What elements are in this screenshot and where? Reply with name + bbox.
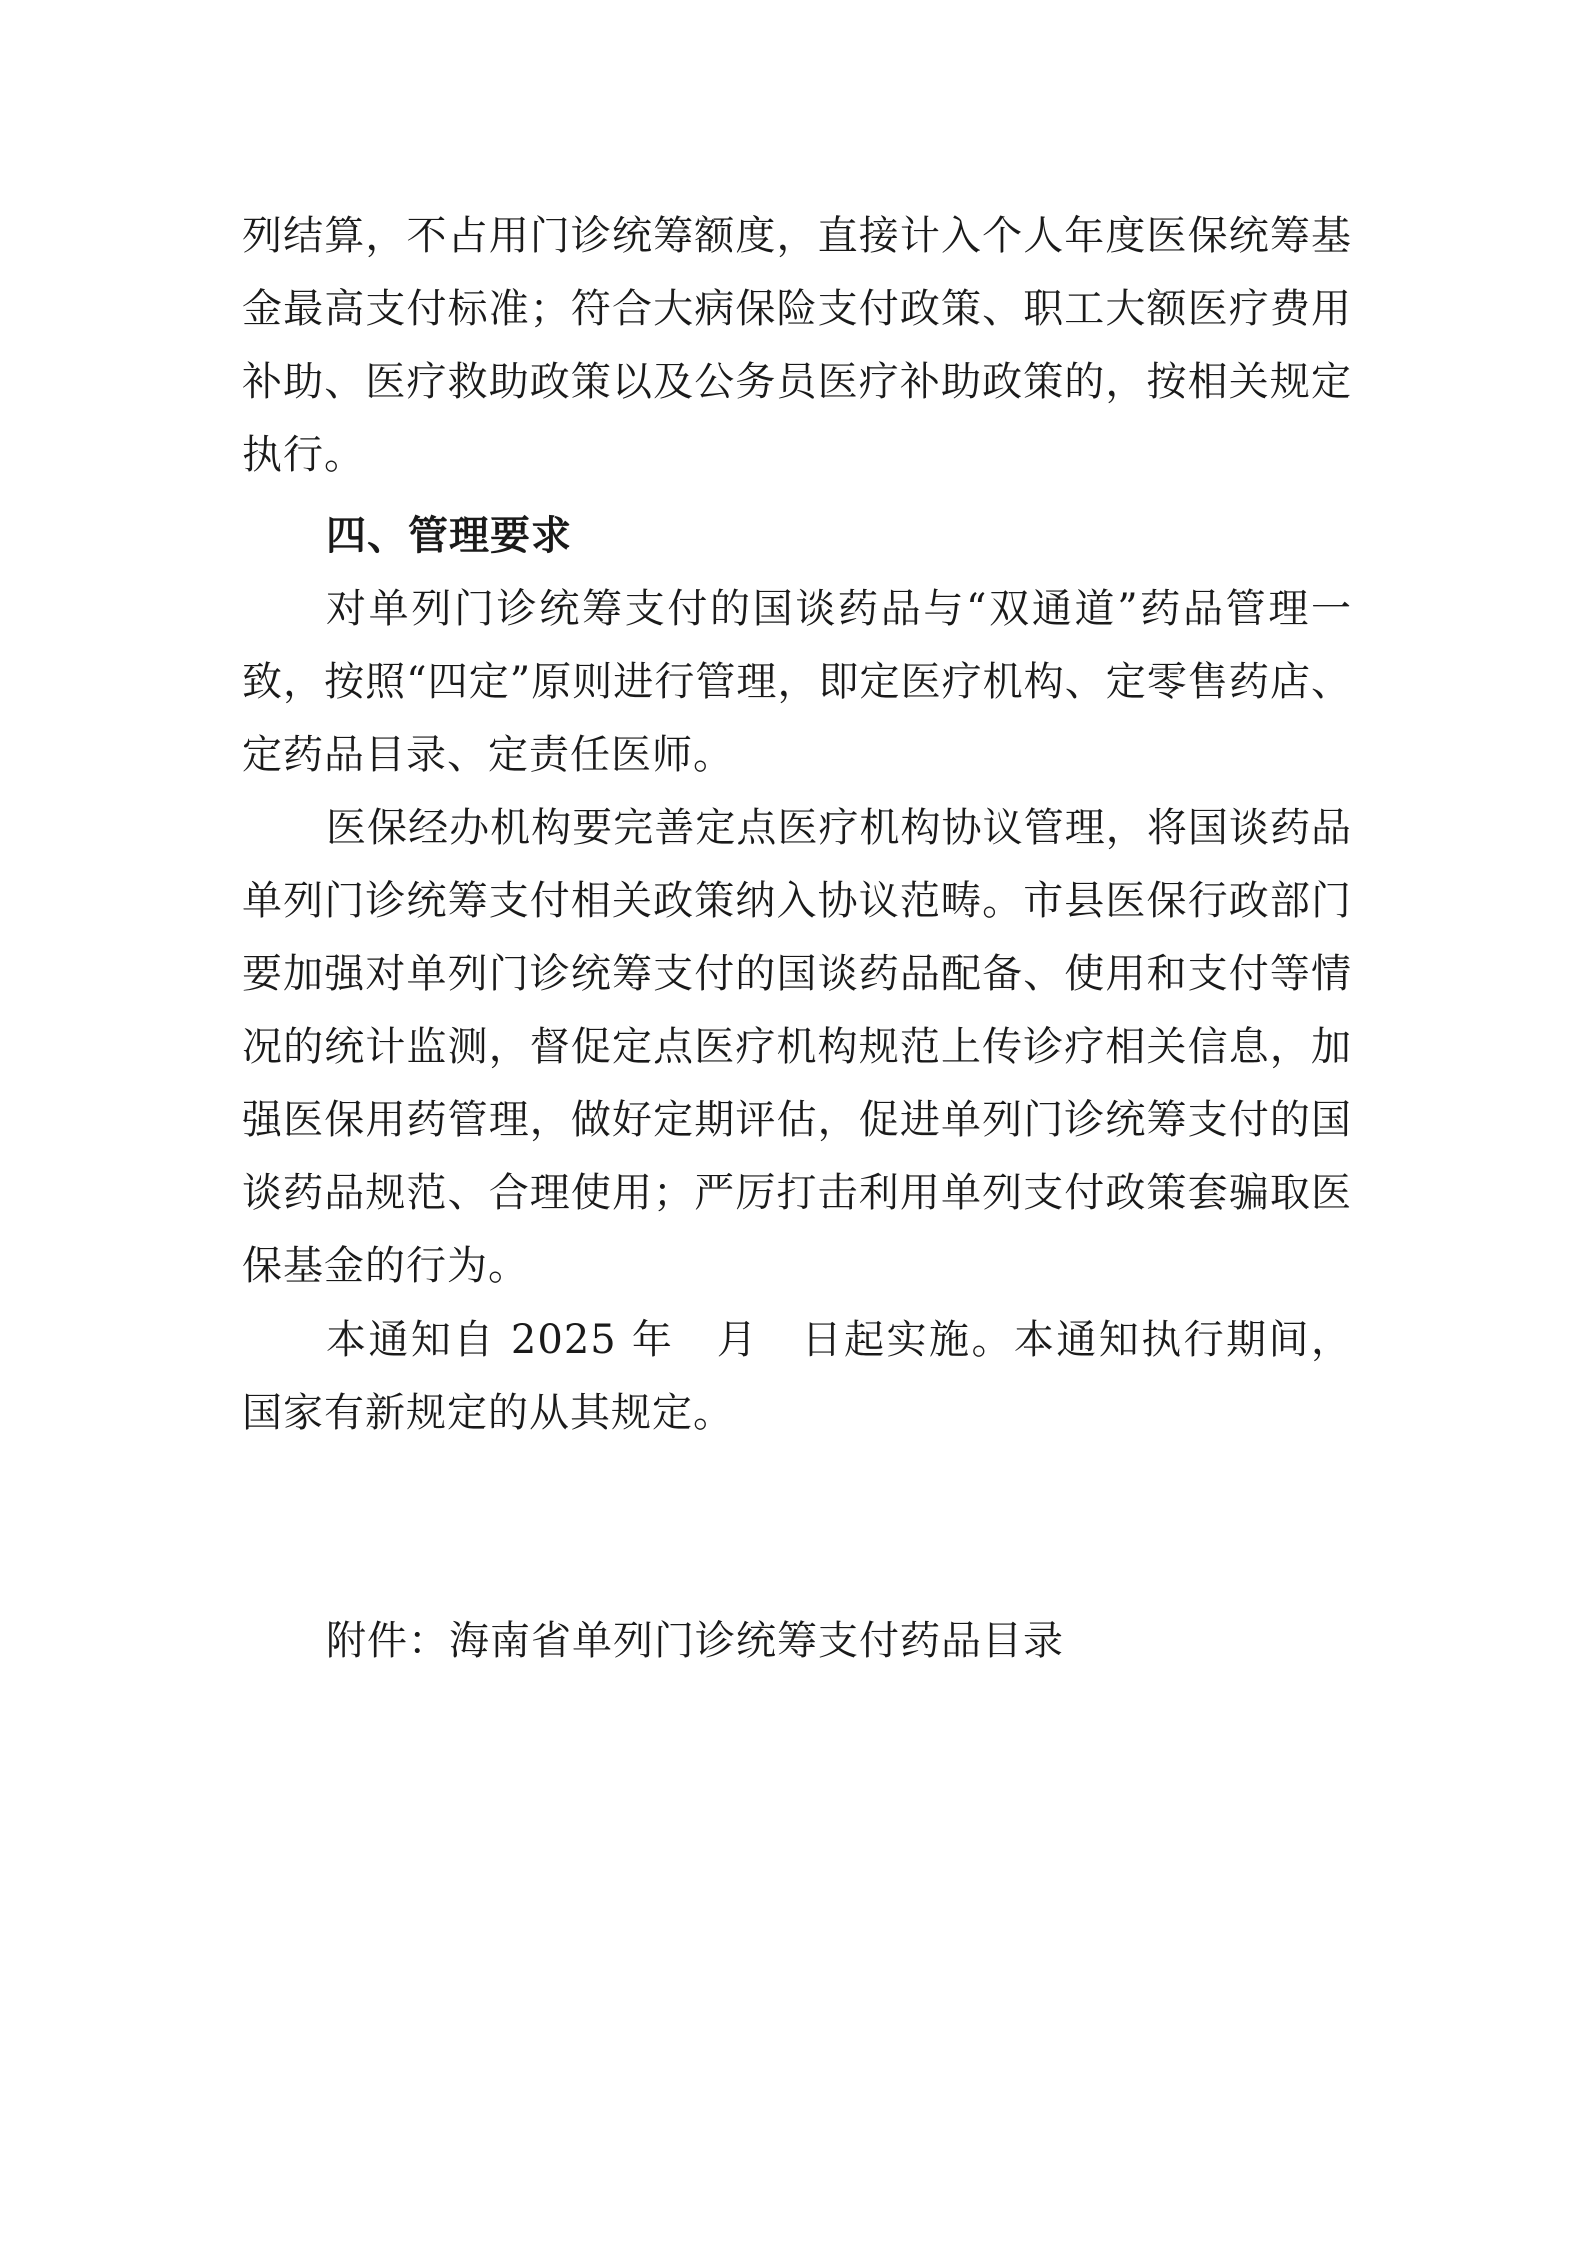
paragraph-agency-responsibilities: 医保经办机构要完善定点医疗机构协议管理，将国谈药品单列门诊统筹支付相关政策纳入协议范畴。市县医保行政部门要加强对单列门诊统筹支付的国谈药品配备、使用和支付等情况的统计监测，督促定点医疗机构规范上传诊疗相关信息，加强医保用药管理，做好定期评估，促进单列门诊统筹支付的国谈药品规范、合理使用；严厉打击利用单列支付政策套骗取医保基金的行为。 xyxy=(242,805,1352,1289)
paragraph-four-principles: 对单列门诊统筹支付的国谈药品与“双通道”药品管理一致，按照“四定”原则进行管理，即定医疗机构、定零售药店、定药品目录、定责任医师。 xyxy=(242,586,1352,778)
section-heading-management: 四、管理要求 xyxy=(326,513,572,559)
attachment-line: 附件：海南省单列门诊统筹支付药品目录 xyxy=(326,1618,1064,1664)
paragraph-effective-date: 本通知自 2025 年 月 日起实施。本通知执行期间，国家有新规定的从其规定。 xyxy=(242,1317,1352,1436)
paragraph-settlement-rules: 列结算，不占用门诊统筹额度，直接计入个人年度医保统筹基金最高支付标准；符合大病保险支付政策、职工大额医疗费用补助、医疗救助政策以及公务员医疗补助政策的，按相关规定执行。 xyxy=(242,213,1352,478)
